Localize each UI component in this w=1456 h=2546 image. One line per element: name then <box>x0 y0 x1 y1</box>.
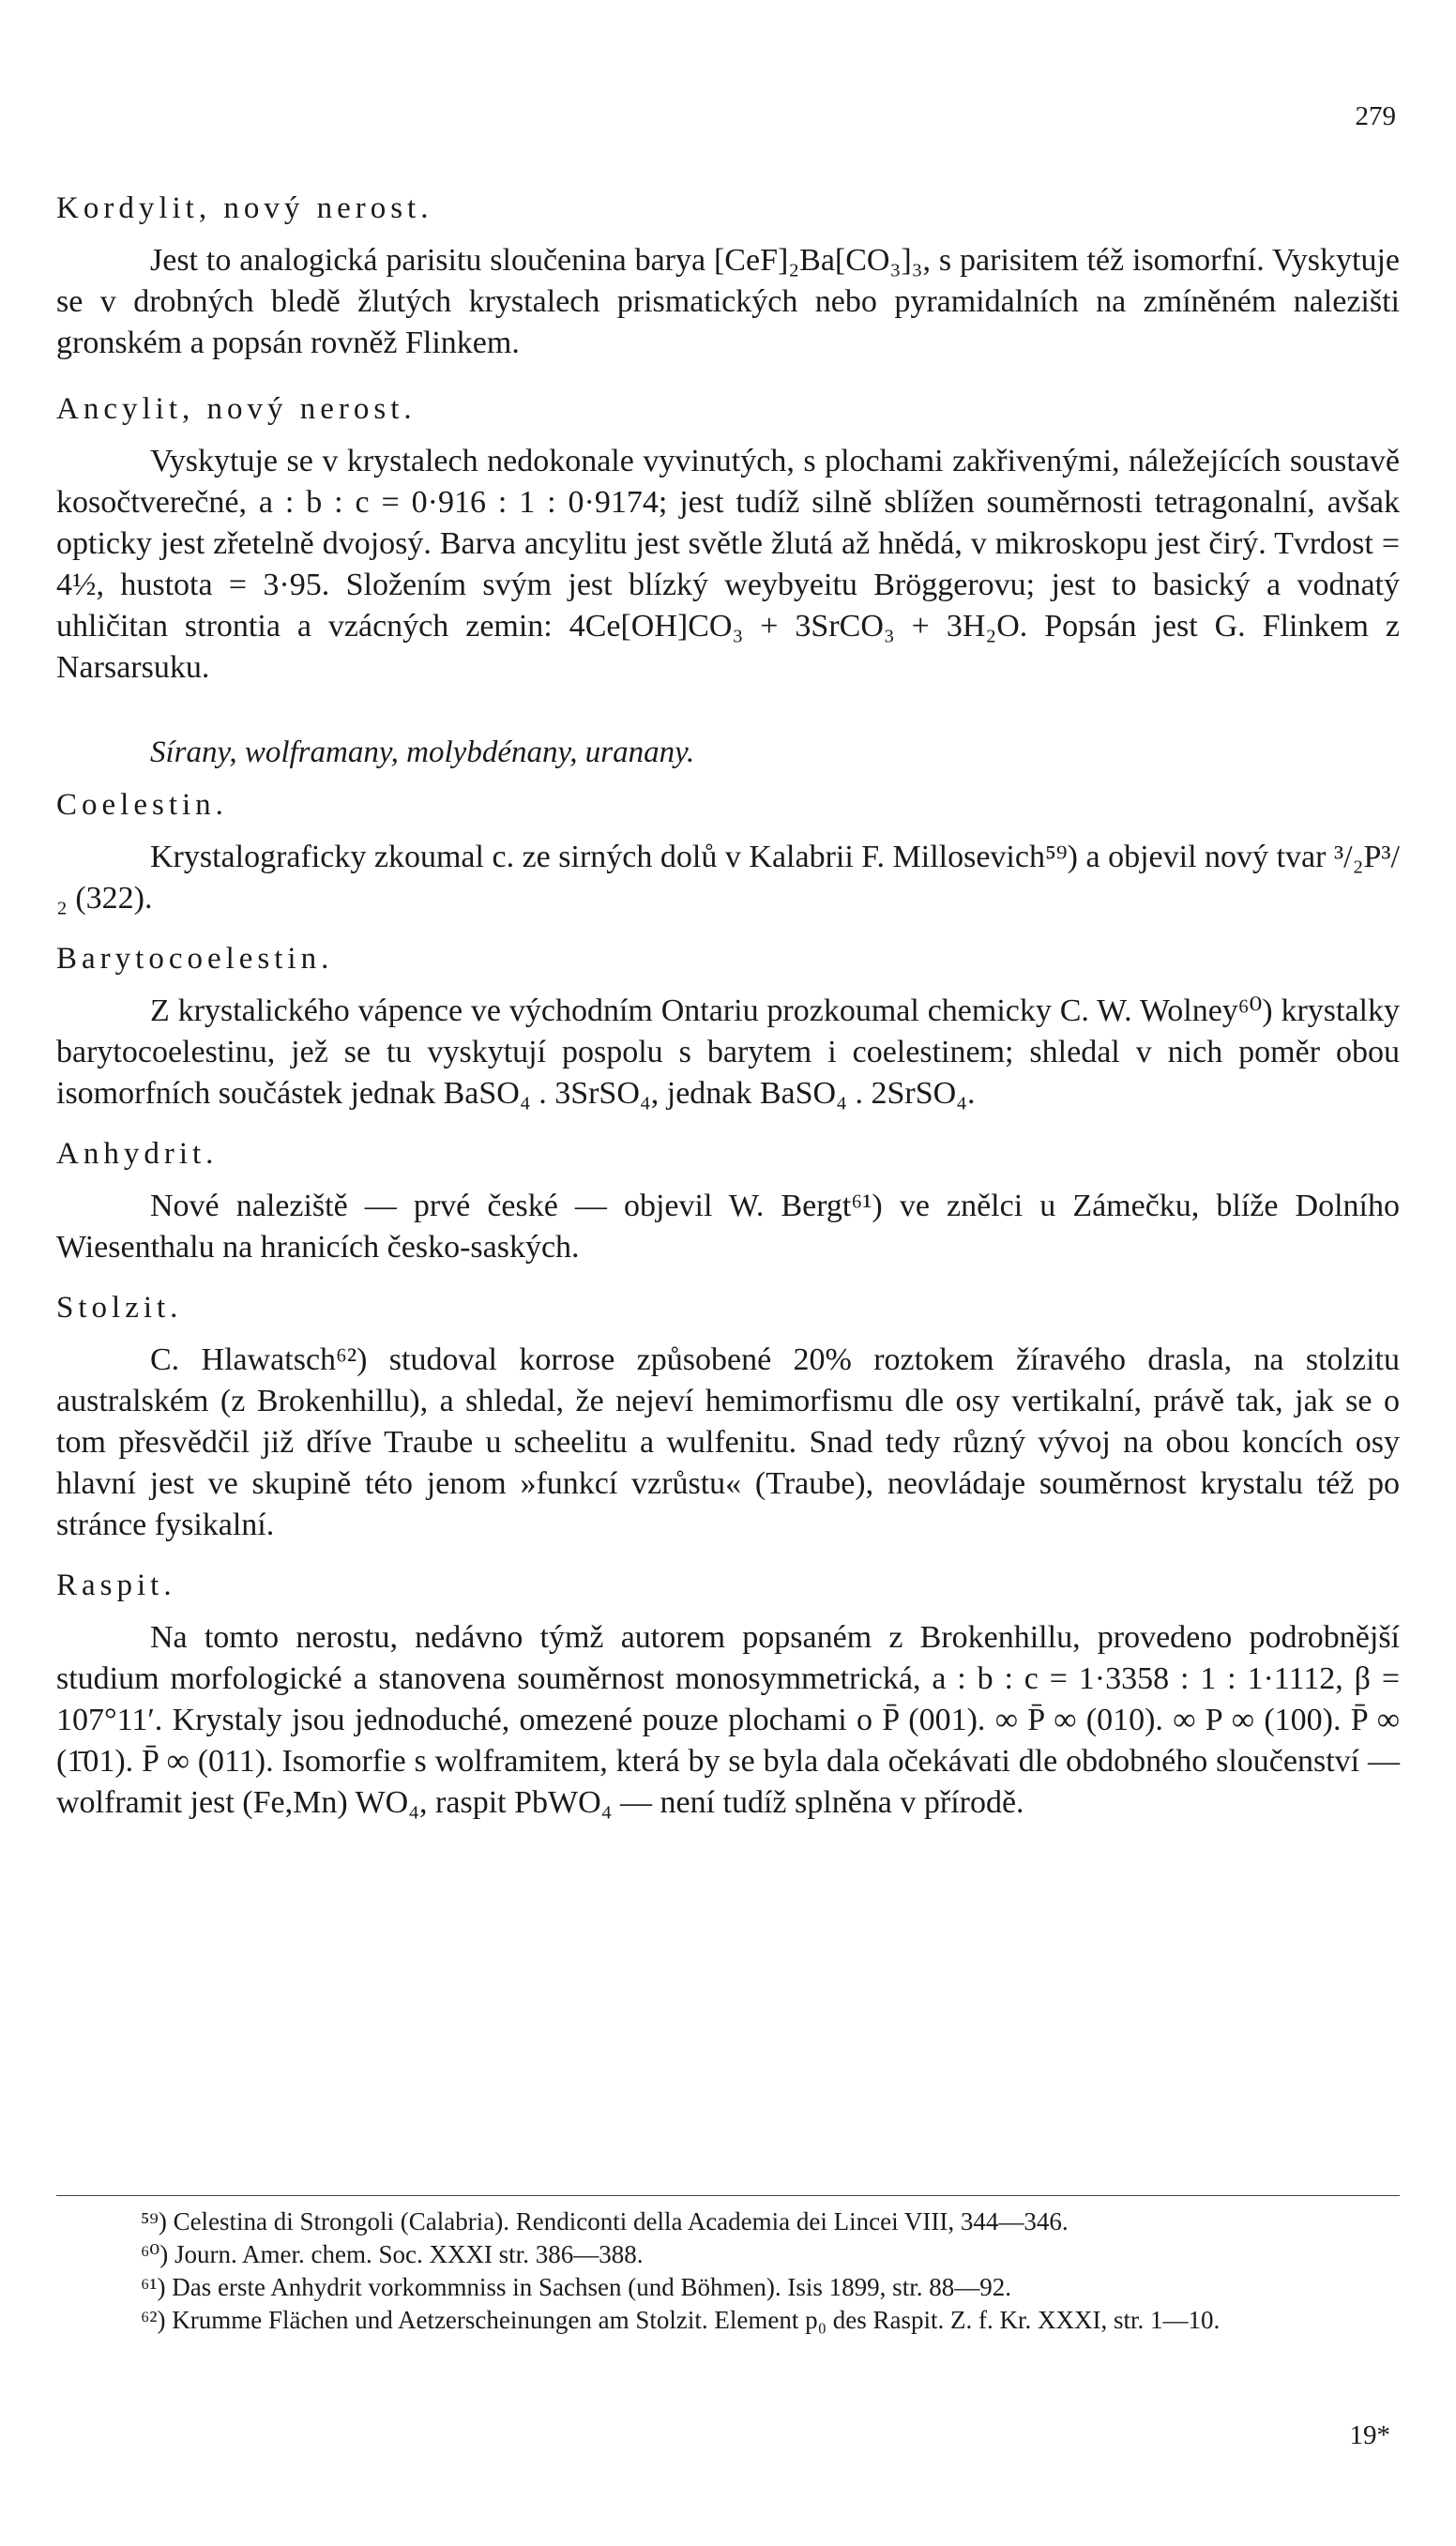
paragraph-barytocoelestin: Z krystalického vápence ve východním Ontariu prozkoumal chemicky C. W. Wolney⁶⁰) krystalky barytocoelestinu, jež se tu vyskytují pospolu s barytem i coelestinem; shledal v nich poměr obou isomorfních součástek jednak BaSO₄ . 3SrSO₄, jednak BaSO₄ . 2SrSO₄. <box>56 993 1400 1111</box>
footnotes <box>56 2195 1400 2337</box>
heading-raspit: Raspit. <box>56 1569 176 1602</box>
footnote-59: ⁵⁹) Celestina di Strongoli (Calabria). Rendiconti della Academia dei Lincei VIII, 344—346. <box>141 2207 1069 2235</box>
paragraph-ancylit: Vyskytuje se v krystalech nedokonale vyvinutých, s plochami zakřivenými, náležejících soustavě kosočtverečné, a : b : c = 0·916 : 1 : 0·9174; jest tudíž silně sblížen souměrnosti tetragonalní, avšak opticky jest zřetelně dvojosý. Barva ancylitu jest světle žlutá až hnědá, v mikroskopu jest čirý. Tvrdost = 4½, hustota = 3·95. Složením svým jest blízký weybyeitu Bröggerovu; jest to basický a vodnatý uhličitan strontia a vzácných zemin: 4Ce[OH]CO₃ + 3SrCO₃ + 3H₂O. Popsán jest G. Flinkem z Narsarsuku. <box>56 444 1400 685</box>
footnote-62: ⁶²) Krumme Flächen und Aetzerscheinungen am Stolzit. Element p₀ des Raspit. Z. f. Kr. XXXI, str. 1—10. <box>141 2306 1221 2334</box>
heading-barytocoelestin: Barytocoelestin. <box>56 942 334 976</box>
paragraph-stolzit: C. Hlawatsch⁶²) studoval korrose způsobené 20% roztokem žíravého drasla, na stolzitu australském (z Brokenhillu), a shledal, že nejeví hemimorfismu dle osy vertikalní, právě tak, jak se o tom přesvědčil již dříve Traube u scheelitu a wulfenitu. Snad tedy různý vývoj na obou koncích osy hlavní jest ve skupině této jenom »funkcí vzrůstu« (Traube), neovládaje souměrnost krystalu též po stránce fysikalní. <box>56 1342 1400 1542</box>
heading-kordylit: Kordylit, nový nerost. <box>56 191 433 225</box>
paragraph-kordylit: Jest to analogická parisitu sloučenina barya [CeF]₂Ba[CO₃]₃, s parisitem též isomorfní. Vyskytuje se v drobných bledě žlutých krystalech prismatických nebo pyramidalních na zmíněném nalezišti gronském a popsán rovněž Flinkem. <box>56 243 1400 360</box>
signature-mark: 19* <box>1349 2420 1390 2450</box>
subsection-title: Sírany, wolframany, molybdénany, uranany. <box>150 735 695 769</box>
footnote-61: ⁶¹) Das erste Anhydrit vorkommniss in Sachsen (und Böhmen). Isis 1899, str. 88—92. <box>141 2273 1011 2301</box>
heading-stolzit: Stolzit. <box>56 1291 183 1325</box>
page-number: 279 <box>1355 101 1396 131</box>
heading-coelestin: Coelestin. <box>56 788 228 822</box>
paragraph-anhydrit: Nové naleziště — prvé české — objevil W. Bergt⁶¹) ve znělci u Zámečku, blíže Dolního Wiesenthalu na hranicích česko-saských. <box>56 1189 1400 1265</box>
footnote-60: ⁶⁰) Journ. Amer. chem. Soc. XXXI str. 386—388. <box>141 2240 644 2268</box>
heading-ancylit: Ancylit, nový nerost. <box>56 392 417 426</box>
paragraph-coelestin: Krystalograficky zkoumal c. ze sirných dolů v Kalabrii F. Millosevich⁵⁹) a objevil nový tvar ³/₂P³/₂ (322). <box>56 840 1400 916</box>
paragraph-raspit: Na tomto nerostu, nedávno týmž autorem popsaném z Brokenhillu, provedeno podrobnější studium morfologické a stanovena souměrnost monosymmetrická, a : b : c = 1·3358 : 1 : 1·1112, β = 107°11′. Krystaly jsou jednoduché, omezené pouze plochami o P̄ (001). ∞ P̄ ∞ (010). ∞ P ∞ (100). P̄ ∞ (1̄01). P̄ ∞ (011). Isomorfie s wolframitem, která by se byla dala očekávati dle obdobného sloučenství — wolframit jest (Fe,Mn) WO₄, raspit PbWO₄ — není tudíž splněna v přírodě. <box>56 1620 1400 1820</box>
heading-anhydrit: Anhydrit. <box>56 1137 219 1171</box>
main-text <box>56 188 1400 1842</box>
